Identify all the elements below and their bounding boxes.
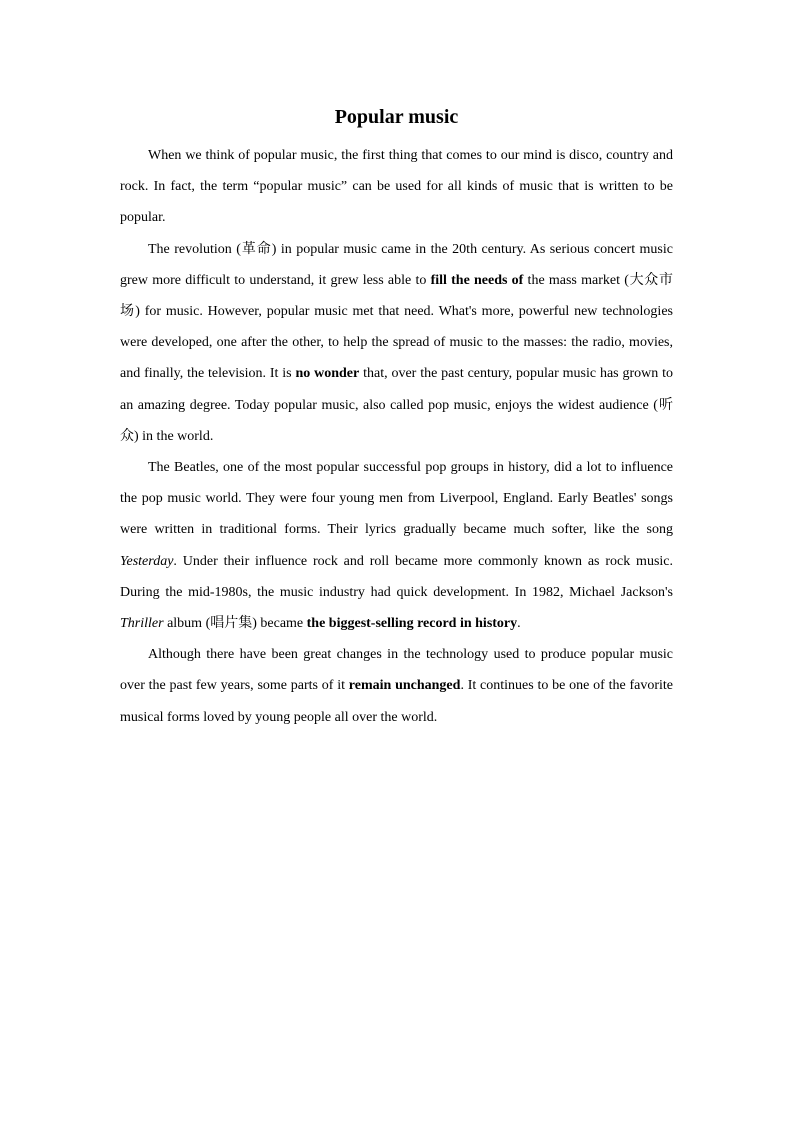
document-title: Popular music	[334, 106, 459, 128]
paragraph	[120, 234, 673, 452]
paragraph	[120, 639, 673, 733]
italic-title: Thriller	[120, 616, 164, 632]
document-body	[120, 140, 673, 733]
text-run: the mass market (大众市场) for music. However, popular music met that need. What's more, powerful new technologies were developed, one after the other, to help the spread of music to the masses: the radio, movies, and finally, the television. It is	[120, 272, 674, 382]
text-run: The Beatles, one of the most popular successful pop groups in history, did a lot to influence the pop music world. They were four young men from Liverpool, England. Early Beatles' songs were written in traditional forms. Their lyrics gradually became much softer, like the song	[120, 460, 673, 538]
text-run: Although there have been great changes in the technology used to produce popular music over the past few years, some parts of it	[120, 647, 673, 694]
paragraph	[120, 452, 673, 639]
emphasized-phrase: the biggest-selling record in history	[306, 616, 518, 632]
emphasized-phrase: fill the needs of	[430, 272, 524, 288]
paragraph	[120, 140, 673, 234]
text-run: When we think of popular music, the first thing that comes to our mind is disco, country and rock. In fact, the term “popular music” can be used for all kinds of music that is written to be popular.	[120, 148, 673, 226]
text-run: .	[517, 616, 521, 632]
text-run: . It continues to be one of the favorite musical forms loved by young people all over the world.	[120, 678, 673, 725]
emphasized-phrase: remain unchanged	[348, 678, 461, 694]
document-page	[120, 104, 673, 733]
text-run: that, over the past century, popular music has grown to an amazing degree. Today popular music, also called pop music, enjoys the widest audience (听众) in the world.	[120, 366, 673, 444]
emphasized-phrase: no wonder	[295, 366, 360, 382]
text-run: album (唱片集) became	[163, 616, 307, 632]
italic-title: Yesterday	[120, 553, 174, 569]
text-run: The revolution (革命) in popular music came in the 20th century. As serious concert music grew more difficult to understand, it grew less able to	[120, 241, 673, 288]
text-run: . Under their influence rock and roll became more commonly known as rock music. During the mid-1980s, the music industry had quick development. In 1982, Michael Jackson's	[120, 553, 673, 600]
